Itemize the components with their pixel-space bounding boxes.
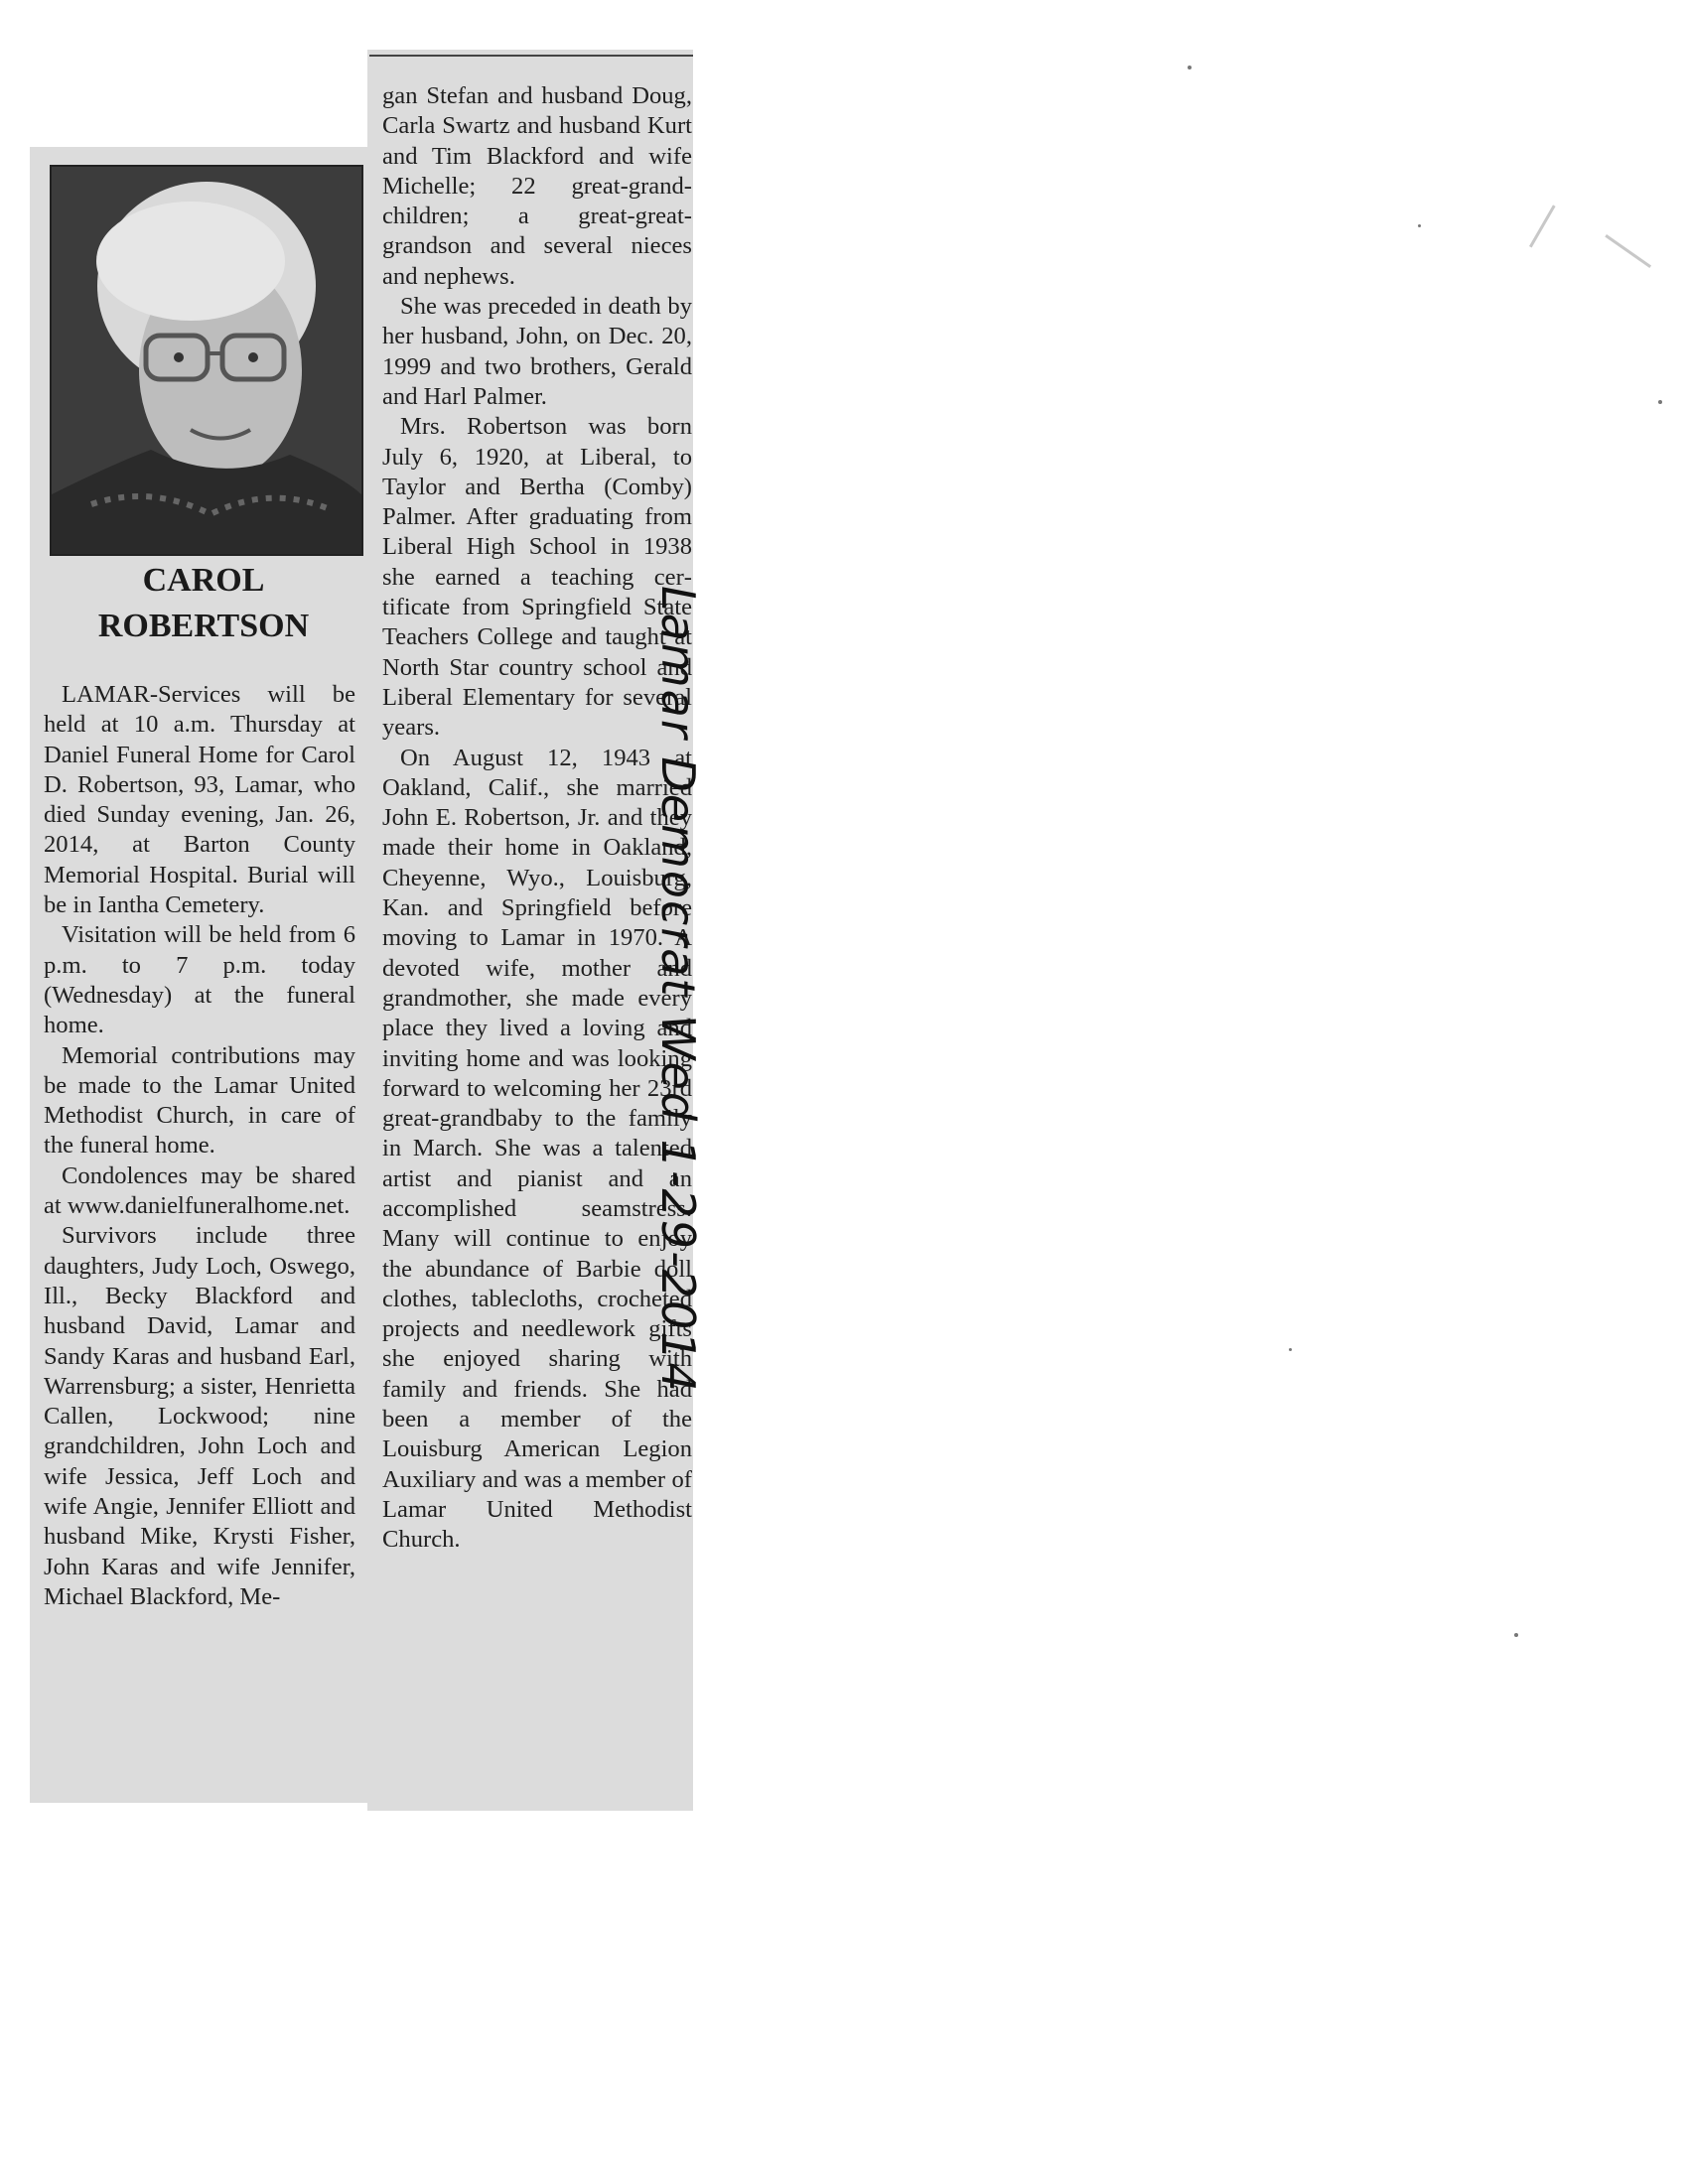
- services-paragraph: LAMAR-Services will be held at 10 a.m. Thursday at Daniel Funeral Home for Carol D. Robertson, 93, Lamar, who died Sunday evening, Jan. 26, 2014, at Barton County Memorial Hospital. Burial will be in Iantha Cemetery.: [44, 681, 355, 919]
- column-top-rule: [369, 55, 693, 57]
- memorial-paragraph: Memorial contributions may be made to the Lamar United Methodist Church, in care of the funeral home.: [44, 1041, 355, 1160]
- condolences-paragraph: Condolences may be shared at www.danielfuneralhome.net.: [44, 1161, 355, 1220]
- decedent-name: [40, 558, 367, 649]
- name-first: CAROL: [142, 562, 265, 599]
- visitation-paragraph: Visitation will be held from 6 p.m. to 7 p.m. today (Wednesday) at the funeral home.: [44, 921, 355, 1039]
- left-text-column: [44, 680, 355, 1612]
- scan-speck: [1418, 224, 1421, 227]
- life-paragraph: On August 12, 1943 at Oakland, Calif., she married John E. Robertson, Jr. and they made their home in Oakland, Cheyenne, Wyo., Louisburg, Kan. and Springfield before moving to Lamar in 1970. A devoted wife, mother and grandmother, she made every place they lived a loving and inviting home and was looking forward to welcoming her 23rd great-grandbaby to the family in March. She was a talented artist and pianist and an accomplished seamstress. Many will continue to enjoy the abundance of Barbie doll clothes, tablecloths, crocheted projects and needlework gifts she enjoyed sharing with family and friends. She had been a member of the Louisburg American Legion Auxiliary and was a member of Lamar United Methodist Church.: [382, 744, 692, 1554]
- scan-speck: [1658, 400, 1662, 404]
- scan-streak: [1529, 205, 1556, 247]
- right-text-column: [382, 81, 692, 1556]
- name-last: ROBERTSON: [97, 608, 310, 644]
- scan-speck: [1289, 1348, 1292, 1351]
- handwritten-date-note: Lamar Democrat Wed 1-29-2014: [651, 586, 705, 1394]
- portrait-photo: [50, 165, 363, 556]
- survivors-paragraph: Survivors include three daughters, Judy Loch, Oswego, Ill., Becky Blackford and husband David, Lamar and Sandy Karas and husband Earl, Warrensburg; a sister, Henrietta Callen, Lockwood; nine grandchildren, John Loch and wife Jessica, Jeff Loch and wife Angie, Jennifer Elliott and husband Mike, Krysti Fisher, John Karas and wife Jennifer, Michael Blackford, Me-: [44, 1222, 355, 1610]
- scan-speck: [1514, 1633, 1518, 1637]
- survivors-continuation: gan Stefan and husband Doug, Carla Swartz and husband Kurt and Tim Blackford and wife Michelle; 22 great-grandchildren; a great-great-grandson and several nieces and nephews.: [382, 82, 692, 290]
- scan-speck: [1188, 66, 1192, 69]
- portrait-image: [52, 167, 361, 554]
- scan-streak: [1605, 234, 1651, 268]
- preceded-paragraph: She was preceded in death by her husband, John, on Dec. 20, 1999 and two brothers, Gerald and Harl Palmer.: [382, 293, 692, 410]
- birth-paragraph: Mrs. Robertson was born July 6, 1920, at Liberal, to Taylor and Bertha (Comby) Palmer. After graduating from Liberal High School in 1938 she earned a teaching certificate from Springfield State Teachers College and taught at North Star country school and Liberal Elementary for several years.: [382, 413, 692, 742]
